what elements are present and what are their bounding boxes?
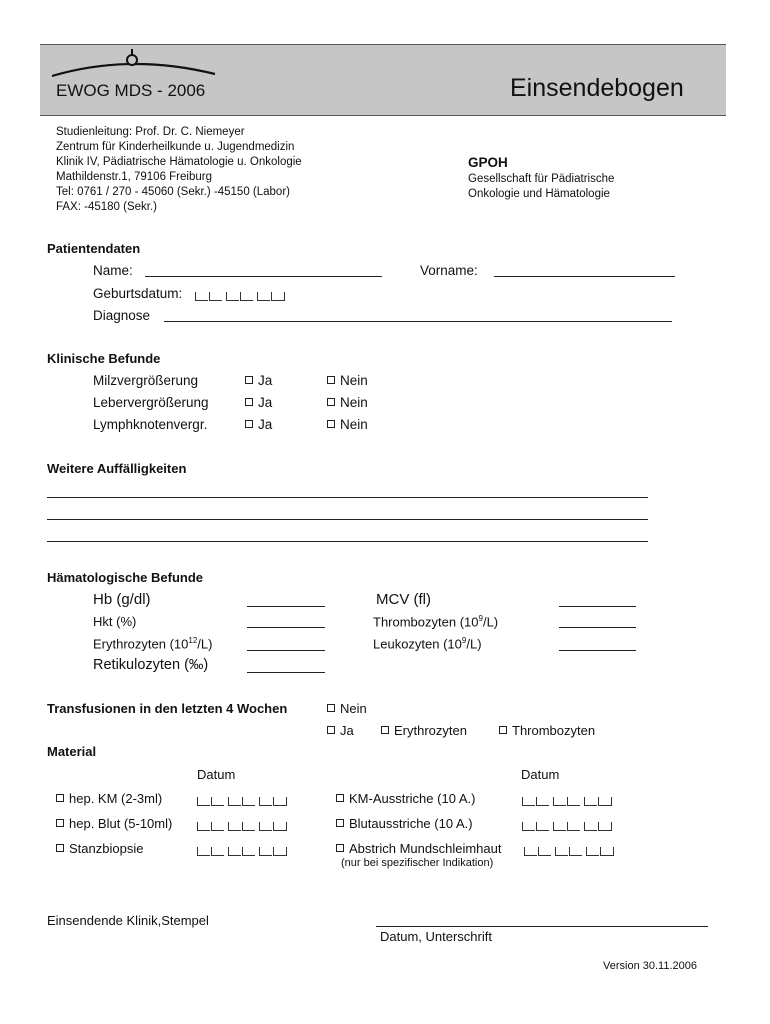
clinic-stamp-label: Einsendende Klinik,Stempel xyxy=(47,913,209,928)
study-info xyxy=(56,125,302,215)
clinical-label-milz: Milzvergrößerung xyxy=(93,373,199,388)
section-hematology: Hämatologische Befunde xyxy=(47,570,204,585)
material-km-date[interactable] xyxy=(197,793,288,811)
other-line-2[interactable] xyxy=(47,519,648,520)
vorname-label: Vorname: xyxy=(420,263,478,278)
version-label: Version 30.11.2006 xyxy=(603,960,697,972)
gpoh-line: Gesellschaft für Pädiatrische xyxy=(468,173,615,185)
lymph-yes-checkbox[interactable]: Ja xyxy=(245,417,272,432)
ery-field[interactable] xyxy=(247,650,325,651)
checkbox-icon xyxy=(245,376,253,384)
date-header-right: Datum xyxy=(521,767,560,782)
section-transfusion: Transfusionen in den letzten 4 Wochen xyxy=(47,701,288,716)
transfusion-yes-checkbox[interactable]: Ja xyxy=(327,723,354,738)
mouth-swab-note: (nur bei spezifischer Indikation) xyxy=(341,857,494,869)
section-material: Material xyxy=(47,744,97,759)
leber-no-checkbox[interactable]: Nein xyxy=(327,395,368,410)
material-km-smear-checkbox[interactable]: KM-Ausstriche (10 A.) xyxy=(336,791,475,806)
leber-yes-checkbox[interactable]: Ja xyxy=(245,395,272,410)
material-mouth-swab-checkbox[interactable]: Abstrich Mundschleimhaut xyxy=(336,841,501,856)
vorname-field[interactable] xyxy=(494,276,675,277)
checkbox-icon xyxy=(499,726,507,734)
checkbox-icon xyxy=(327,420,335,428)
diagnose-label: Diagnose xyxy=(93,308,151,323)
checkbox-icon xyxy=(245,420,253,428)
checkbox-icon xyxy=(56,794,64,802)
study-info-line: Studienleitung: Prof. Dr. C. Niemeyer xyxy=(56,126,245,138)
checkbox-icon xyxy=(336,794,344,802)
section-clinical: Klinische Befunde xyxy=(47,351,161,366)
material-blood-smear-checkbox[interactable]: Blutausstriche (10 A.) xyxy=(336,816,473,831)
section-other: Weitere Auffälligkeiten xyxy=(47,461,187,476)
checkbox-icon xyxy=(56,819,64,827)
material-km-checkbox[interactable]: hep. KM (2-3ml) xyxy=(56,791,162,806)
mcv-field[interactable] xyxy=(559,606,636,607)
checkbox-icon xyxy=(327,376,335,384)
milz-yes-checkbox[interactable]: Ja xyxy=(245,373,272,388)
lymph-no-checkbox[interactable]: Nein xyxy=(327,417,368,432)
birthdate-label: Geburtsdatum: xyxy=(93,286,183,301)
hkt-label: Hkt (%) xyxy=(93,614,137,629)
ery-label: Erythrozyten $(10^{12}/L)$ xyxy=(93,636,213,652)
study-info-line: Klinik IV, Pädiatrische Hämatologie u. Onkologie xyxy=(56,156,302,168)
other-line-1[interactable] xyxy=(47,497,648,498)
mcv-label: MCV (fl) xyxy=(376,591,431,608)
material-blood-smear-date[interactable] xyxy=(522,818,613,836)
hkt-field[interactable] xyxy=(247,627,325,628)
date-header-left: Datum xyxy=(197,767,236,782)
checkbox-icon xyxy=(336,844,344,852)
material-blood-date[interactable] xyxy=(197,818,288,836)
study-info-line: Tel: 0761 / 270 - 45060 (Sekr.) -45150 (Labor) xyxy=(56,186,290,198)
birthdate-field[interactable] xyxy=(195,288,286,306)
reti-field[interactable] xyxy=(247,672,325,673)
transfusion-thrombo-checkbox[interactable]: Thrombozyten xyxy=(499,723,595,738)
other-line-3[interactable] xyxy=(47,541,648,542)
transfusion-no-checkbox[interactable]: Nein xyxy=(327,701,367,716)
material-mouth-swab-date[interactable] xyxy=(524,843,615,861)
checkbox-icon xyxy=(381,726,389,734)
checkbox-icon xyxy=(56,844,64,852)
name-field[interactable] xyxy=(145,276,382,277)
hb-label: Hb (g/dl) xyxy=(93,591,151,608)
milz-no-checkbox[interactable]: Nein xyxy=(327,373,368,388)
checkbox-icon xyxy=(327,704,335,712)
material-biopsy-checkbox[interactable]: Stanzbiopsie xyxy=(56,841,143,856)
thrombo-label: Thrombozyten $(10^9/L)$ xyxy=(373,614,499,630)
material-km-smear-date[interactable] xyxy=(522,793,613,811)
name-label: Name: xyxy=(93,263,133,278)
transfusion-ery-checkbox[interactable]: Erythrozyten xyxy=(381,723,467,738)
checkbox-icon xyxy=(327,726,335,734)
study-info-line: Zentrum für Kinderheilkunde u. Jugendmedizin xyxy=(56,141,295,153)
diagnose-field[interactable] xyxy=(164,321,672,322)
reti-label: Retikulozyten (‰) xyxy=(93,657,209,673)
material-blood-checkbox[interactable]: hep. Blut (5-10ml) xyxy=(56,816,172,831)
gpoh-line: Onkologie und Hämatologie xyxy=(468,188,610,200)
study-info-line: Mathildenstr.1, 79106 Freiburg xyxy=(56,171,212,183)
gpoh-title: GPOH xyxy=(468,155,508,170)
checkbox-icon xyxy=(245,398,253,406)
form-code: EWOG MDS - 2006 xyxy=(56,81,206,100)
section-patient: Patientendaten xyxy=(47,241,141,256)
checkbox-icon xyxy=(327,398,335,406)
study-info-line: FAX: -45180 (Sekr.) xyxy=(56,201,157,213)
signature-label: Datum, Unterschrift xyxy=(380,929,492,944)
checkbox-icon xyxy=(336,819,344,827)
thrombo-field[interactable] xyxy=(559,627,636,628)
clinical-label-leber: Lebervergrößerung xyxy=(93,395,209,410)
clinical-label-lymph: Lymphknotenvergr. xyxy=(93,417,208,432)
leuko-field[interactable] xyxy=(559,650,636,651)
signature-line[interactable] xyxy=(376,926,708,927)
gpoh-info xyxy=(468,172,614,202)
leuko-label: Leukozyten $(10^9/L)$ xyxy=(373,636,482,652)
form-title: Einsendebogen xyxy=(510,74,684,102)
ewog-logo-icon xyxy=(50,48,220,82)
material-biopsy-date[interactable] xyxy=(197,843,288,861)
hb-field[interactable] xyxy=(247,606,325,607)
